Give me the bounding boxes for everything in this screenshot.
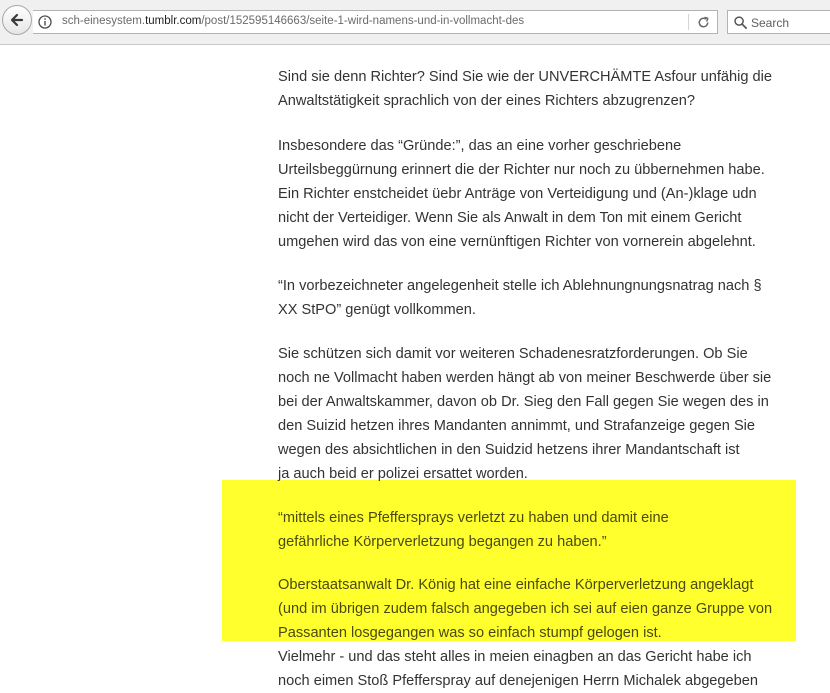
page-content <box>0 45 830 690</box>
quoted-paragraph: “mittels eines Pfeffersprays verletzt zu haben und damit eine gefährliche Körperverletzung begangen zu haben.” <box>278 510 669 550</box>
url-text[interactable] <box>62 15 524 27</box>
back-button[interactable] <box>2 5 32 35</box>
post-paragraph: Insbesondere das “Gründe:”, das an eine vorher geschriebene Urteilsbeggürnung erinnert die der Richter nur noch zu übbernehmen habe. Ein Richter enstcheidet üebr Anträge von Verteidigung und (An-)klage udn nicht der Verteidiger. Wenn Sie als Anwalt in dem Ton mit einem Gericht umgehen wird das von eine vernünftigen Richter von vornerein abgelehnt. <box>278 138 765 250</box>
highlighted-paragraph: Oberstaatsanwalt Dr. König hat eine einfache Körperverletzung angeklagt (und im übrigen zudem falsch angegeben ich sei auf eien ganze Gruppe von Passanten losgegangen was so einfach stumpf gelogen ist. <box>278 577 773 641</box>
post-paragraph: Sind sie denn Richter? Sind Sie wie der UNVERCHÄMTE Asfour unfähig die Anwaltstätigkeit sprachlich von der eines Richters abzugrenzen? <box>278 69 772 109</box>
post-paragraph: Vielmehr - und das steht alles in meien einagben an das Gericht habe ich noch eimen Stoß Pfefferspray auf denejenigen Herrn Michalek abgegeben <box>278 649 759 689</box>
search-bar[interactable] <box>727 10 830 34</box>
search-icon <box>733 15 748 30</box>
url-path: /post/152595146663/seite-1-wird-namens-und-in-vollmacht-des <box>201 15 525 27</box>
info-icon[interactable] <box>38 15 52 29</box>
url-prefix: sch-einesystem. <box>62 15 146 27</box>
reload-icon[interactable] <box>696 15 711 30</box>
back-arrow-icon <box>9 12 25 28</box>
search-placeholder: Search <box>751 16 790 30</box>
url-host: tumblr.com <box>145 15 202 27</box>
url-divider <box>688 14 689 30</box>
browser-toolbar <box>0 0 830 45</box>
post-paragraph: Sie schützen sich damit vor weiteren Schadenesratzforderungen. Ob Sie noch ne Vollmacht haben werden hängt ab von meiner Beschwerde über sie bei der Anwaltskammer, davon ob Dr. Sieg den Fall gegen Sie wegen des in den Suizid hetzen ihres Mandanten annimmt, und Strafanzeige gegen Sie wegen des absichtlichen in den Suidzid hetzens ihrer Mandantschaft ist ja auch beid er polizei ersattet worden. <box>278 346 772 482</box>
post-paragraph: “In vorbezeichneter angelegenheit stelle ich Ablehnungnungsnatrag nach § XX StPO” genügt vollkommen. <box>278 278 762 318</box>
address-bar[interactable] <box>33 10 718 34</box>
